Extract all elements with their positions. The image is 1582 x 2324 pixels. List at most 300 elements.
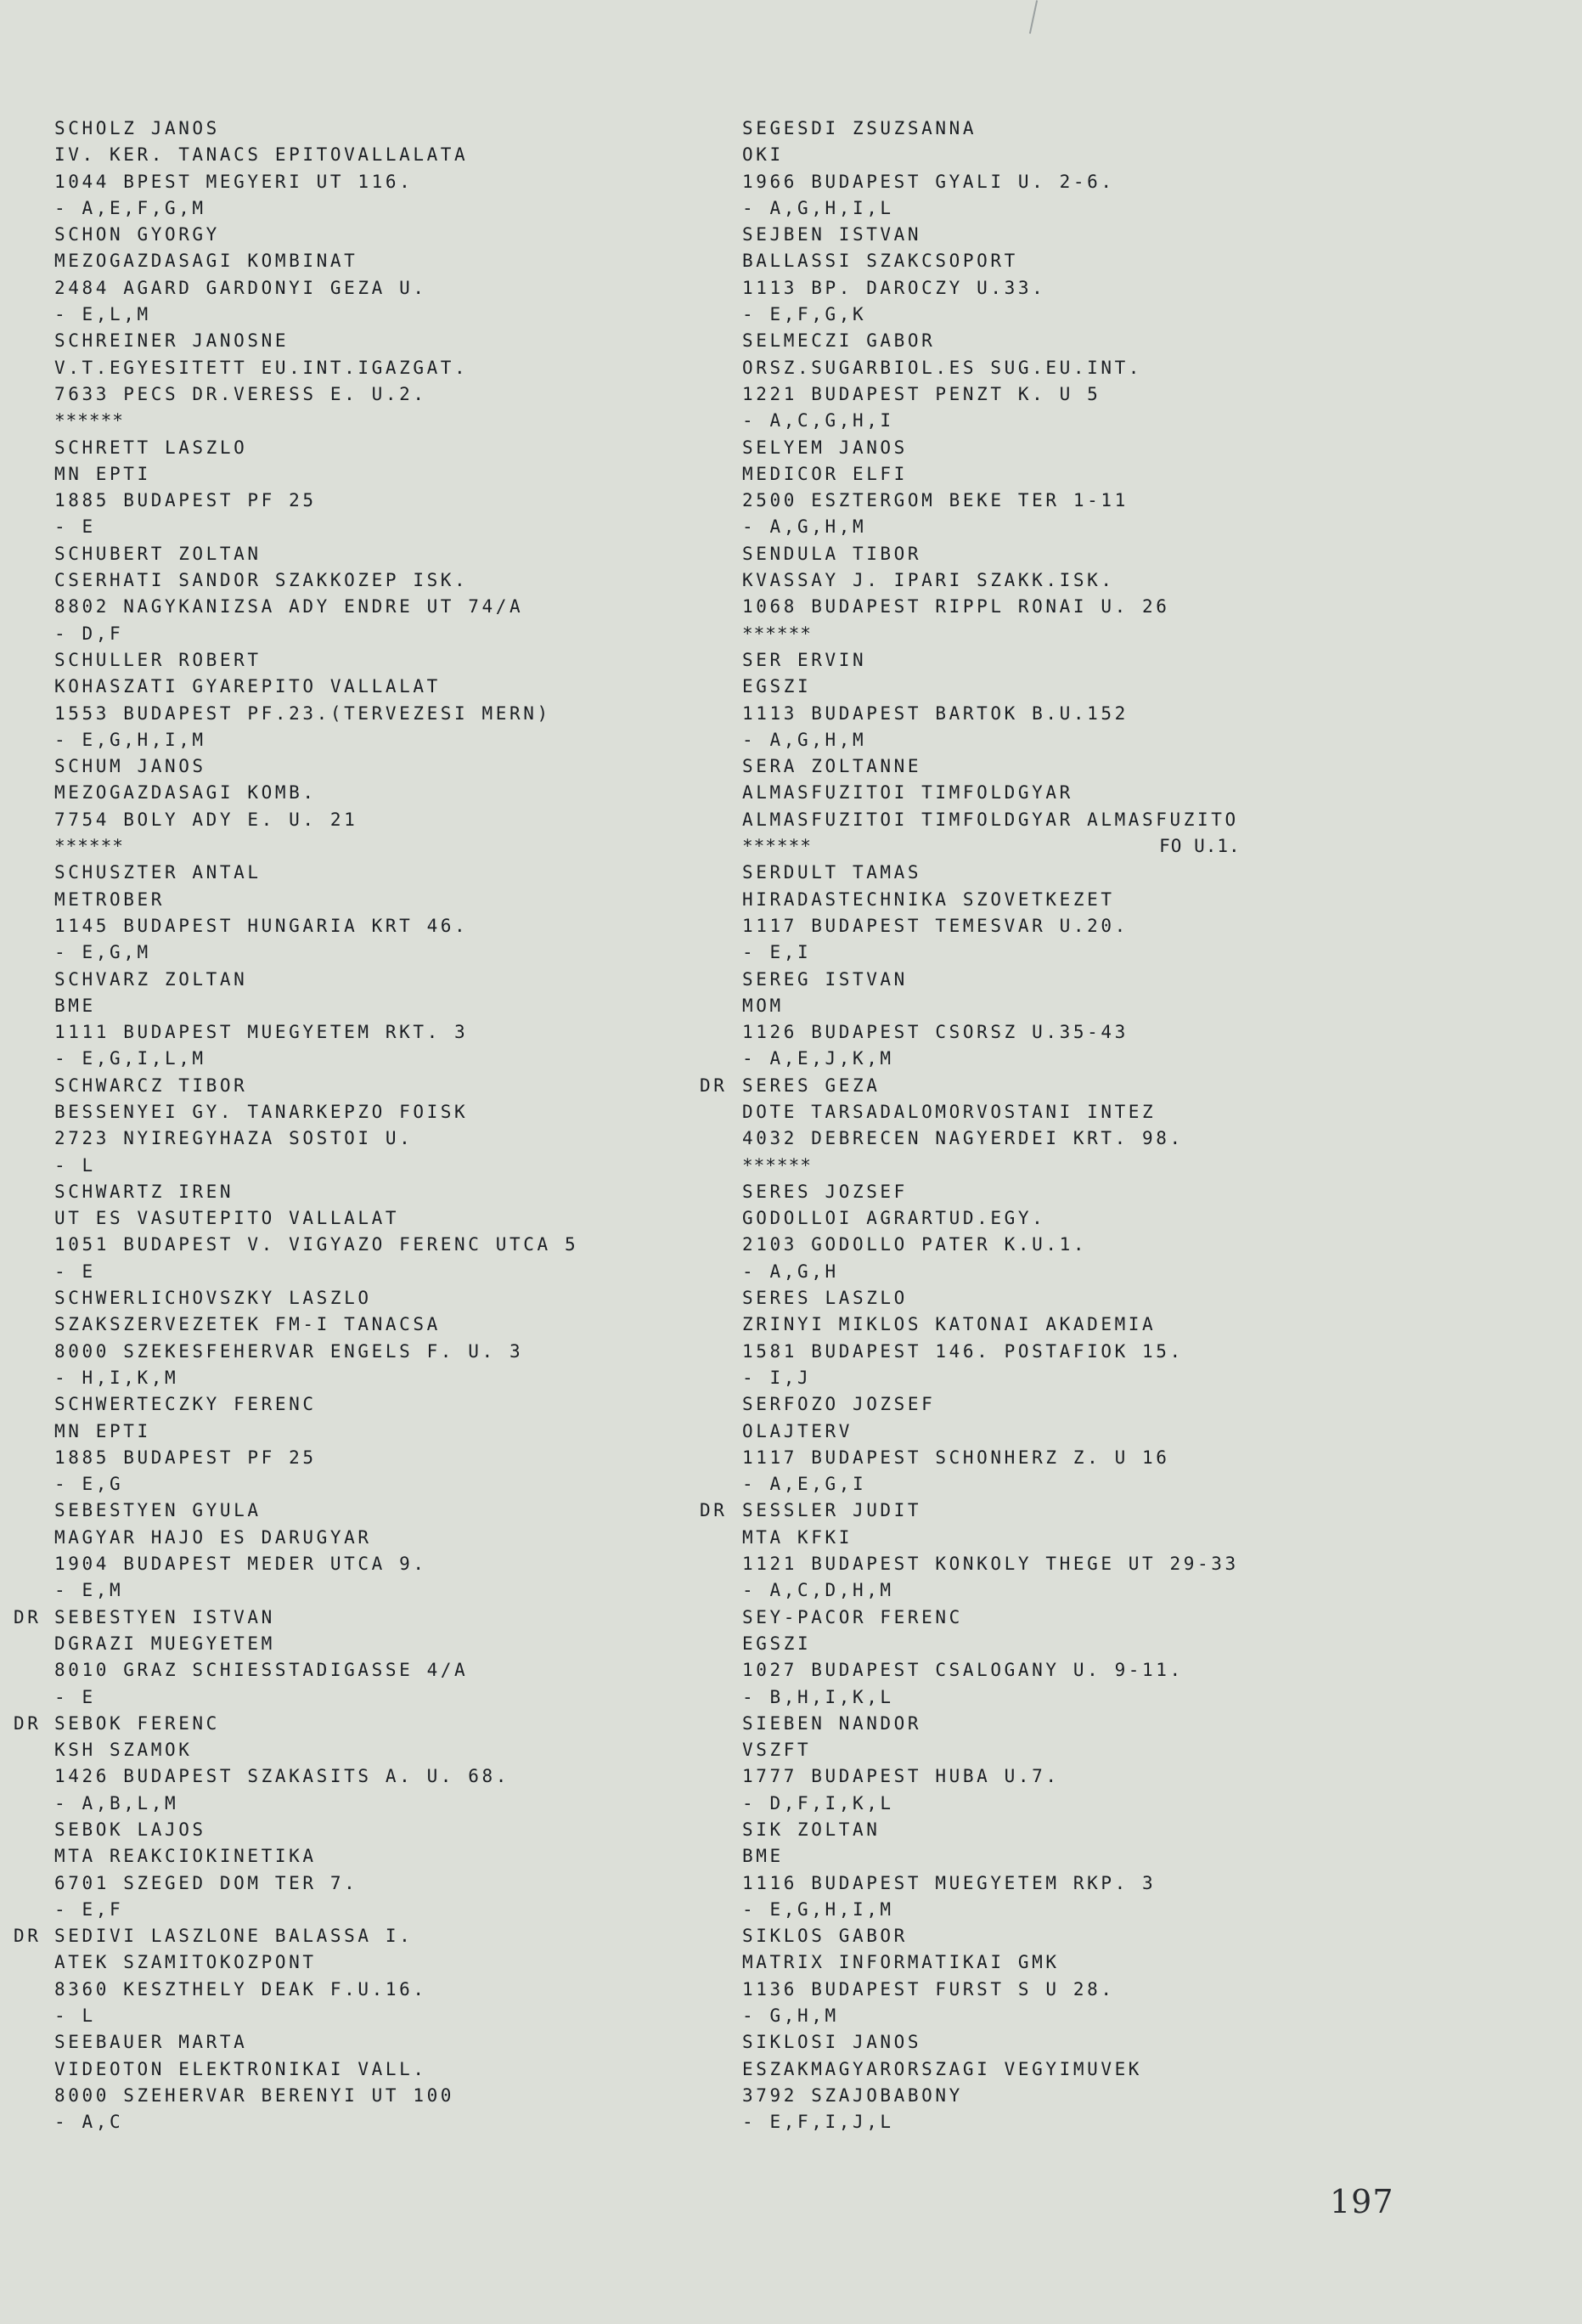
entry-codes <box>742 1046 1557 1072</box>
entry-address <box>54 1339 717 1365</box>
entry-text: 1117 BUDAPEST SCHONHERZ Z. U 16 <box>742 1447 1170 1468</box>
entry-text: - B,H,I,K,L <box>742 1686 894 1707</box>
entry-address <box>742 1445 1557 1471</box>
entry-codes <box>742 1684 1557 1711</box>
entry-organization <box>742 355 1557 381</box>
entry-text: 1111 BUDAPEST MUEGYETEM RKT. 3 <box>54 1022 469 1043</box>
entry-text: ATEK SZAMITOKOZPONT <box>54 1952 317 1973</box>
entry-text: - A,G,H,I,L <box>742 197 894 218</box>
entry-text: IV. KER. TANACS EPITOVALLALATA <box>54 144 469 166</box>
entry-organization <box>742 1419 1557 1445</box>
entry-codes <box>54 727 717 753</box>
entry-codes <box>54 1153 717 1179</box>
entry-text: BESSENYEI GY. TANARKEPZO FOISK <box>54 1101 469 1122</box>
entry-organization <box>742 1737 1557 1763</box>
entry-codes <box>54 302 717 328</box>
entry-text: - A,B,L,M <box>54 1792 179 1814</box>
entry-address <box>54 1019 717 1046</box>
entry-name <box>742 1285 1557 1311</box>
entry-text: SEBOK FERENC <box>54 1712 220 1734</box>
directory-entry <box>742 753 1557 860</box>
entry-text: ZRINYI MIKLOS KATONAI AKADEMIA <box>742 1314 1157 1335</box>
entry-name <box>742 753 1557 780</box>
entry-name <box>54 541 717 567</box>
entry-name <box>742 328 1557 354</box>
entry-text: MN EPTI <box>54 1420 151 1441</box>
entry-codes <box>742 727 1557 753</box>
entry-text: - E,F <box>54 1898 124 1920</box>
entry-text: SEGESDI ZSUZSANNA <box>742 118 977 138</box>
directory-entry <box>742 1605 1557 1711</box>
entry-text: 1121 BUDAPEST KONKOLY THEGE UT 29-33 <box>742 1554 1239 1575</box>
entry-text: - A,C,G,H,I <box>742 410 894 432</box>
entry-organization <box>742 567 1557 594</box>
entry-name <box>54 1391 717 1418</box>
entry-codes <box>54 1259 717 1285</box>
entry-name <box>54 1073 717 1099</box>
entry-organization <box>54 142 717 168</box>
entry-codes <box>742 302 1557 328</box>
entry-text: 2103 GODOLLO PATER K.U.1. <box>742 1234 1088 1255</box>
directory-entry <box>742 222 1557 328</box>
directory-entry <box>54 647 717 753</box>
entry-text: UT ES VASUTEPITO VALLALAT <box>54 1208 400 1229</box>
entry-name <box>54 860 717 886</box>
entry-organization <box>54 1419 717 1445</box>
entry-organization <box>742 1949 1557 1976</box>
entry-text: - E,G,H,I,M <box>742 1898 894 1920</box>
entry-text: MEZOGAZDASAGI KOMB. <box>54 782 317 804</box>
entry-organization <box>742 142 1557 168</box>
entry-organization <box>742 674 1557 700</box>
entry-name <box>742 2029 1557 2056</box>
entry-address <box>54 1445 717 1471</box>
entry-organization <box>54 1311 717 1338</box>
entry-text: SENDULA TIBOR <box>742 543 922 564</box>
entry-address <box>742 1232 1557 1258</box>
entry-text: DGRAZI MUEGYETEM <box>54 1633 275 1654</box>
entry-text: EGSZI <box>742 676 812 697</box>
entry-text: SCHRETT LASZLO <box>54 437 248 458</box>
entry-address <box>742 594 1557 620</box>
directory-entry <box>14 1711 717 1817</box>
entry-text: SERES JOZSEF <box>742 1181 908 1202</box>
entry-address <box>54 1657 717 1684</box>
directory-entry <box>54 328 717 434</box>
entry-address <box>742 1657 1557 1684</box>
entry-text: OLAJTERV <box>742 1420 853 1441</box>
entry-address <box>742 1551 1557 1577</box>
entry-organization <box>54 1949 717 1976</box>
entry-address <box>742 1763 1557 1790</box>
entry-name <box>54 967 717 993</box>
entry-text: 1113 BUDAPEST BARTOK B.U.152 <box>742 702 1129 724</box>
entry-text: - A,G,H,M <box>742 729 867 750</box>
entry-text: KOHASZATI GYAREPITO VALLALAT <box>54 676 441 697</box>
entry-text: GODOLLOI AGRARTUD.EGY. <box>742 1208 1046 1229</box>
directory-entry <box>742 2029 1557 2135</box>
directory-entry <box>742 116 1557 222</box>
entry-address <box>54 1232 717 1258</box>
entry-codes <box>54 1046 717 1072</box>
entry-text: 3792 SZAJOBABONY <box>742 2084 963 2106</box>
entry-address <box>54 275 717 302</box>
entry-name <box>54 2029 717 2056</box>
directory-entry <box>54 967 717 1073</box>
entry-text: 2723 NYIREGYHAZA SOSTOI U. <box>54 1128 414 1149</box>
entry-text: VIDEOTON ELEKTRONIKAI VALL. <box>54 2058 427 2079</box>
entry-address <box>54 1125 717 1152</box>
entry-codes <box>54 408 717 434</box>
entry-text: SELYEM JANOS <box>742 437 908 458</box>
entry-codes <box>742 195 1557 222</box>
entry-text: - E,M <box>54 1580 124 1601</box>
entry-text: SEREG ISTVAN <box>742 968 908 990</box>
directory-entry <box>700 1073 1557 1179</box>
entry-text: ****** <box>54 836 124 857</box>
entry-text: SCHWERLICHOVSZKY LASZLO <box>54 1288 372 1309</box>
entry-text: ****** <box>742 1154 812 1176</box>
entry-codes <box>742 1471 1557 1498</box>
entry-text: - I,J <box>742 1367 812 1388</box>
directory-entry <box>54 116 717 222</box>
entry-title: DR <box>14 1606 42 1627</box>
entry-text: - A,G,H,M <box>742 516 867 538</box>
entry-codes <box>54 514 717 540</box>
entry-text: METROBER <box>54 888 165 910</box>
entry-text: 7633 PECS DR.VERESS E. U.2. <box>54 383 427 404</box>
entry-codes <box>54 2109 717 2135</box>
entry-text: 1126 BUDAPEST CSORSZ U.35-43 <box>742 1022 1129 1043</box>
entry-text: KSH SZAMOK <box>54 1740 193 1761</box>
entry-address <box>54 1977 717 2003</box>
directory-entry <box>54 435 717 541</box>
entry-text: SCHULLER ROBERT <box>54 649 262 670</box>
entry-text: OKI <box>742 144 784 166</box>
directory-entry <box>54 1179 717 1285</box>
entry-address <box>742 1339 1557 1365</box>
entry-text: SIKLOSI JANOS <box>742 2032 922 2053</box>
directory-entry <box>54 541 717 647</box>
entry-address <box>54 1763 717 1790</box>
entry-text: SCHOLZ JANOS <box>54 118 220 138</box>
entry-text: 8802 NAGYKANIZSA ADY ENDRE UT 74/A <box>54 596 524 618</box>
entry-name <box>742 1391 1557 1418</box>
entry-organization <box>54 1631 717 1657</box>
entry-text: SERA ZOLTANNE <box>742 756 922 777</box>
directory-entry <box>742 647 1557 753</box>
entry-name <box>54 1285 717 1311</box>
entry-name <box>742 541 1557 567</box>
directory-entry <box>742 1923 1557 2029</box>
entry-text: - L <box>54 2005 96 2027</box>
directory-entry <box>54 1817 717 1923</box>
entry-text: ALMASFUZITOI TIMFOLDGYAR ALMASFUZITO <box>742 809 1239 830</box>
entry-text: - A,E,G,I <box>742 1474 867 1495</box>
entry-codes <box>742 1791 1557 1817</box>
entry-text: CSERHATI SANDOR SZAKKOZEP ISK. <box>54 570 469 591</box>
entry-organization <box>742 1525 1557 1551</box>
entry-text: 1426 BUDAPEST SZAKASITS A. U. 68. <box>54 1766 510 1787</box>
entry-address <box>54 913 717 939</box>
entry-name <box>54 1498 717 1524</box>
directory-entry <box>742 1391 1557 1498</box>
entry-text: 2484 AGARD GARDONYI GEZA U. <box>54 277 427 298</box>
entry-text: SEJBEN ISTVAN <box>742 224 922 245</box>
directory-entry <box>54 222 717 328</box>
entry-text: SESSLER JUDIT <box>742 1500 922 1521</box>
entry-organization <box>742 1099 1557 1125</box>
entry-text: 1116 BUDAPEST MUEGYETEM RKP. 3 <box>742 1872 1157 1893</box>
entry-name <box>14 1605 717 1631</box>
directory-entry <box>54 753 717 860</box>
entry-address <box>54 381 717 408</box>
entry-text: HIRADASTECHNIKA SZOVETKEZET <box>742 888 1115 910</box>
directory-entry <box>54 1285 717 1391</box>
entry-text: - E,G <box>54 1474 124 1495</box>
entry-codes <box>54 1791 717 1817</box>
entry-name <box>54 647 717 674</box>
entry-title: DR <box>700 1075 728 1096</box>
entry-text: ****** <box>742 623 812 644</box>
entry-text: 2500 ESZTERGOM BEKE TER 1-11 <box>742 490 1129 511</box>
entry-organization <box>742 2056 1557 2083</box>
scan-mark <box>1029 0 1038 34</box>
entry-organization <box>742 1631 1557 1657</box>
directory-entry <box>742 860 1557 966</box>
directory-entry <box>14 1923 717 2029</box>
entry-name <box>742 435 1557 461</box>
entry-text: - L <box>54 1154 96 1176</box>
entry-text: - E,G,M <box>54 942 151 963</box>
entry-organization <box>54 887 717 913</box>
entry-text: SEY-PACOR FERENC <box>742 1606 963 1627</box>
entry-text: MOM <box>742 995 784 1016</box>
entry-text: 1581 BUDAPEST 146. POSTAFIOK 15. <box>742 1340 1184 1362</box>
entry-text: - E,I <box>742 942 812 963</box>
entry-organization <box>54 993 717 1019</box>
entry-address <box>54 1551 717 1577</box>
entry-text: 7754 BOLY ADY E. U. 21 <box>54 809 358 830</box>
entry-codes <box>742 1577 1557 1604</box>
entry-codes <box>742 514 1557 540</box>
entry-text: 1885 BUDAPEST PF 25 <box>54 1447 317 1468</box>
directory-entry <box>742 435 1557 541</box>
entry-text: BME <box>54 995 96 1016</box>
entry-name <box>742 222 1557 248</box>
directory-entry <box>700 1498 1557 1604</box>
entry-name <box>54 1817 717 1843</box>
entry-organization <box>54 1205 717 1232</box>
entry-text: 1113 BP. DAROCZY U.33. <box>742 277 1046 298</box>
entry-codes <box>54 195 717 222</box>
directory-entry <box>54 2029 717 2135</box>
entry-text: 8000 SZEHERVAR BERENYI UT 100 <box>54 2084 455 2106</box>
entry-text: MN EPTI <box>54 463 151 484</box>
entry-text: 1027 BUDAPEST CSALOGANY U. 9-11. <box>742 1660 1184 1681</box>
entry-organization <box>742 248 1557 274</box>
entry-organization <box>742 780 1557 806</box>
entry-codes <box>54 2003 717 2029</box>
entry-name <box>54 753 717 780</box>
entry-text: SCHWERTECZKY FERENC <box>54 1394 317 1415</box>
entry-text: SERES LASZLO <box>742 1288 908 1309</box>
entry-codes <box>742 939 1557 966</box>
directory-entry <box>54 1498 717 1604</box>
entry-text: BALLASSI SZAKCSOPORT <box>742 251 1018 272</box>
entry-text: 1885 BUDAPEST PF 25 <box>54 490 317 511</box>
entry-text: 1117 BUDAPEST TEMESVAR U.20. <box>742 915 1129 936</box>
entry-name <box>14 1923 717 1949</box>
entry-codes <box>742 408 1557 434</box>
entry-text: 1553 BUDAPEST PF.23.(TERVEZESI MERN) <box>54 702 551 724</box>
entry-text: 1904 BUDAPEST MEDER UTCA 9. <box>54 1554 427 1575</box>
entry-codes <box>742 1259 1557 1285</box>
directory-entry <box>54 860 717 966</box>
entry-organization <box>742 461 1557 488</box>
entry-organization <box>54 1737 717 1763</box>
entry-text: SER ERVIN <box>742 649 867 670</box>
entry-text: 8010 GRAZ SCHIESSTADIGASSE 4/A <box>54 1660 469 1681</box>
page-number: 197 <box>1330 2183 1394 2220</box>
entry-text: MTA REAKCIOKINETIKA <box>54 1846 317 1867</box>
entry-organization <box>54 567 717 594</box>
entry-text: - E,G,H,I,M <box>54 729 206 750</box>
entry-organization <box>742 1311 1557 1338</box>
entry-text: - A,C,D,H,M <box>742 1580 894 1601</box>
entry-address <box>742 381 1557 408</box>
entry-address <box>54 701 717 727</box>
entry-text: - A,E,F,G,M <box>54 197 206 218</box>
entry-text: 6701 SZEGED DOM TER 7. <box>54 1872 358 1893</box>
entry-title: DR <box>14 1926 42 1947</box>
entry-name <box>742 647 1557 674</box>
entry-address <box>742 1977 1557 2003</box>
entry-address <box>54 1870 717 1897</box>
entry-organization <box>54 674 717 700</box>
entry-codes <box>54 833 717 860</box>
entry-name <box>742 1179 1557 1205</box>
entry-text: SIKLOS GABOR <box>742 1926 908 1947</box>
directory-entry <box>742 1817 1557 1923</box>
entry-text: - E,F,G,K <box>742 304 867 325</box>
directory-entry <box>742 328 1557 434</box>
entry-text: ALMASFUZITOI TIMFOLDGYAR <box>742 782 1073 804</box>
entry-text: SEBESTYEN ISTVAN <box>54 1606 275 1627</box>
entry-organization <box>742 1843 1557 1870</box>
entry-organization <box>54 355 717 381</box>
entry-address <box>54 488 717 514</box>
entry-address <box>742 913 1557 939</box>
entry-name <box>54 116 717 142</box>
entry-text: 1044 BPEST MEGYERI UT 116. <box>54 171 414 192</box>
entry-codes <box>54 1684 717 1711</box>
entry-text: 8360 KESZTHELY DEAK F.U.16. <box>54 1978 427 2000</box>
entry-codes <box>742 2003 1557 2029</box>
entry-text: - D,F <box>54 623 124 644</box>
entry-codes <box>54 1471 717 1498</box>
entry-address <box>54 2083 717 2109</box>
entry-text: KVASSAY J. IPARI SZAKK.ISK. <box>742 570 1115 591</box>
entry-codes <box>742 621 1557 647</box>
entry-text: SZAKSZERVEZETEK FM-I TANACSA <box>54 1314 441 1335</box>
entry-organization <box>54 780 717 806</box>
entry-text: - E,F,I,J,L <box>742 2112 894 2133</box>
entry-address <box>742 169 1557 195</box>
directory-entry <box>742 967 1557 1073</box>
entry-text: 4032 DEBRECEN NAGYERDEI KRT. 98. <box>742 1128 1184 1149</box>
entry-text: SELMECZI GABOR <box>742 330 936 352</box>
entry-text: - A,E,J,K,M <box>742 1048 894 1069</box>
entry-codes <box>54 1577 717 1604</box>
entry-text: ****** FO U.1. <box>742 836 1241 857</box>
entry-text: EGSZI <box>742 1633 812 1654</box>
entry-name <box>742 1605 1557 1631</box>
entry-text: - D,F,I,K,L <box>742 1792 894 1814</box>
entry-organization <box>54 2056 717 2083</box>
entry-name <box>54 222 717 248</box>
entry-text: 1145 BUDAPEST HUNGARIA KRT 46. <box>54 915 469 936</box>
entry-text: SIEBEN NANDOR <box>742 1712 922 1734</box>
entry-text: ****** <box>54 410 124 432</box>
entry-text: 1777 BUDAPEST HUBA U.7. <box>742 1766 1060 1787</box>
entry-codes <box>54 621 717 647</box>
entry-address <box>742 488 1557 514</box>
entry-text: SCHVARZ ZOLTAN <box>54 968 248 990</box>
entry-address <box>742 807 1557 833</box>
entry-address <box>54 169 717 195</box>
entry-text: SERFOZO JOZSEF <box>742 1394 936 1415</box>
entry-text: MEZOGAZDASAGI KOMBINAT <box>54 251 358 272</box>
entry-text: SCHREINER JANOSNE <box>54 330 290 352</box>
entry-text: 1966 BUDAPEST GYALI U. 2-6. <box>742 171 1115 192</box>
entry-text: - E,L,M <box>54 304 151 325</box>
entry-codes <box>742 2109 1557 2135</box>
entry-name <box>54 328 717 354</box>
entry-address <box>54 594 717 620</box>
directory-entry <box>54 1391 717 1498</box>
entry-text: - A,C <box>54 2112 124 2133</box>
entry-name <box>742 1711 1557 1737</box>
entry-text: 1068 BUDAPEST RIPPL RONAI U. 26 <box>742 596 1170 618</box>
entry-name <box>54 1179 717 1205</box>
entry-text: SEBESTYEN GYULA <box>54 1500 262 1521</box>
entry-text: SCHUM JANOS <box>54 756 206 777</box>
entry-name <box>742 967 1557 993</box>
entry-text: - A,G,H <box>742 1261 839 1282</box>
entry-text: SCHWARTZ IREN <box>54 1181 234 1202</box>
entry-text: SCHON GYORGY <box>54 224 220 245</box>
entry-organization <box>54 1099 717 1125</box>
entry-text: SCHWARCZ TIBOR <box>54 1075 248 1096</box>
entry-organization <box>54 1843 717 1870</box>
entry-codes <box>54 1365 717 1391</box>
entry-codes <box>742 1897 1557 1923</box>
entry-codes <box>54 1897 717 1923</box>
entry-text: VSZFT <box>742 1740 812 1761</box>
entry-text: SERES GEZA <box>742 1075 881 1096</box>
directory-entry <box>742 541 1557 647</box>
entry-text: MEDICOR ELFI <box>742 463 908 484</box>
entry-name <box>742 1923 1557 1949</box>
entry-organization <box>54 248 717 274</box>
entry-text: SCHUBERT ZOLTAN <box>54 543 262 564</box>
entry-text: - G,H,M <box>742 2005 839 2027</box>
entry-text: - E,G,I,L,M <box>54 1048 206 1069</box>
entry-text: SEDIVI LASZLONE BALASSA I. <box>54 1926 414 1947</box>
entry-name <box>742 860 1557 886</box>
entry-text: SEEBAUER MARTA <box>54 2032 248 2053</box>
